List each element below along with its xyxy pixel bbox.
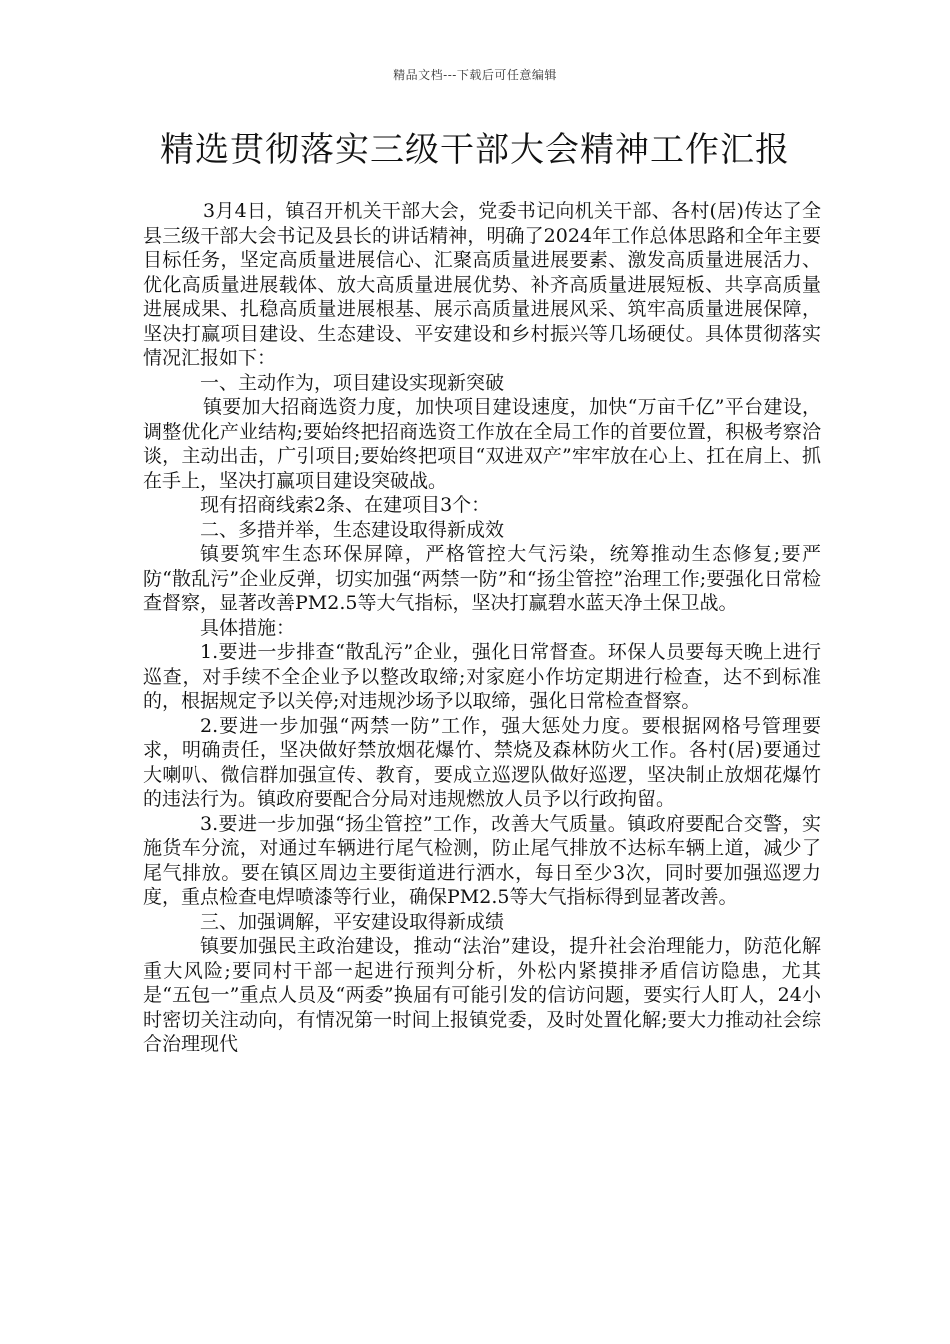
section-heading-2: 二、多措并举，生态建设取得新成效 bbox=[200, 518, 505, 541]
body-paragraph: 镇要筑牢生态环保屏障，严格管控大气污染，统筹推动生态修复;要严防“散乱污”企业反弹，切实加强“两禁一防”和“扬尘管控”治理工作;要强化日常检查督察，显著改善PM2.5等大气指标，坚决打赢碧水蓝天净土保卫战。 bbox=[143, 543, 821, 614]
measures-label: 具体措施： bbox=[200, 616, 296, 639]
body-paragraph: 镇要加强民主政治建设，推动“法治”建设，提升社会治理能力，防范化解重大风险;要同村干部一起进行预判分析，外松内紧摸排矛盾信访隐患，尤其是“五包一”重点人员及“两委”换届有可能引发的信访问题，要实行人盯人，24小时密切关注动向，有情况第一时间上报镇党委，及时处置化解;要大力推动社会综合治理现代 bbox=[143, 935, 821, 1055]
document-body bbox=[143, 199, 821, 1057]
measure-item-2: 2.要进一步加强“两禁一防”工作，强大惩处力度。要根据网格号管理要求，明确责任，坚决做好禁放烟花爆竹、禁烧及森林防火工作。各村(居)要通过大喇叭、微信群加强宣传、教育，要成立巡逻队做好巡逻，坚决制止放烟花爆竹的违法行为。镇政府要配合分局对违规燃放人员予以行政拘留。 bbox=[143, 714, 821, 810]
body-paragraph: 现有招商线索2条、在建项目3个： bbox=[200, 494, 491, 516]
measure-item-3: 3.要进一步加强“扬尘管控”工作，改善大气质量。镇政府要配合交警，实施货车分流，对通过车辆进行尾气检测，防止尾气排放不达标车辆上道，减少了尾气排放。要在镇区周边主要街道进行洒水，每日至少3次，同时要加强巡逻力度，重点检查电焊喷漆等行业，确保PM2.5等大气指标得到显著改善。 bbox=[143, 812, 821, 908]
document-title: 精选贯彻落实三级干部大会精神工作汇报 bbox=[160, 130, 790, 170]
body-paragraph: 镇要加大招商选资力度，加快项目建设速度，加快“万亩千亿”平台建设，调整优化产业结构;要始终把招商选资工作放在全局工作的首要位置，积极考察洽谈，主动出击，广引项目;要始终把项目“双进双产”牢牢放在心上、扛在肩上、抓在手上，坚决打赢项目建设突破战。 bbox=[143, 396, 821, 492]
intro-paragraph: 3月4日，镇召开机关干部大会，党委书记向机关干部、各村(居)传达了全县三级干部大会书记及县长的讲话精神，明确了2024年工作总体思路和全年主要目标任务，坚定高质量进展信心、汇聚高质量进展要素、激发高质量进展活力、优化高质量进展载体、放大高质量进展优势、补齐高质量进展短板、共享高质量进展成果、扎稳高质量进展根基、展示高质量进展风采、筑牢高质量进展保障，坚决打赢项目建设、生态建设、平安建设和乡村振兴等几场硬仗。具体贯彻落实情况汇报如下： bbox=[143, 200, 821, 369]
section-heading-1: 一、主动作为，项目建设实现新突破 bbox=[200, 371, 505, 394]
section-heading-3: 三、加强调解，平安建设取得新成绩 bbox=[200, 910, 505, 933]
header-note: 精品文档---下载后可任意编辑 bbox=[393, 68, 557, 82]
measure-item-1: 1.要进一步排查“散乱污”企业，强化日常督查。环保人员要每天晚上进行巡查，对手续不全企业予以整改取缔;对家庭小作坊定期进行检查，达不到标准的，根据规定予以关停;对违规沙场予以取缔，强化日常检查督察。 bbox=[143, 641, 821, 712]
